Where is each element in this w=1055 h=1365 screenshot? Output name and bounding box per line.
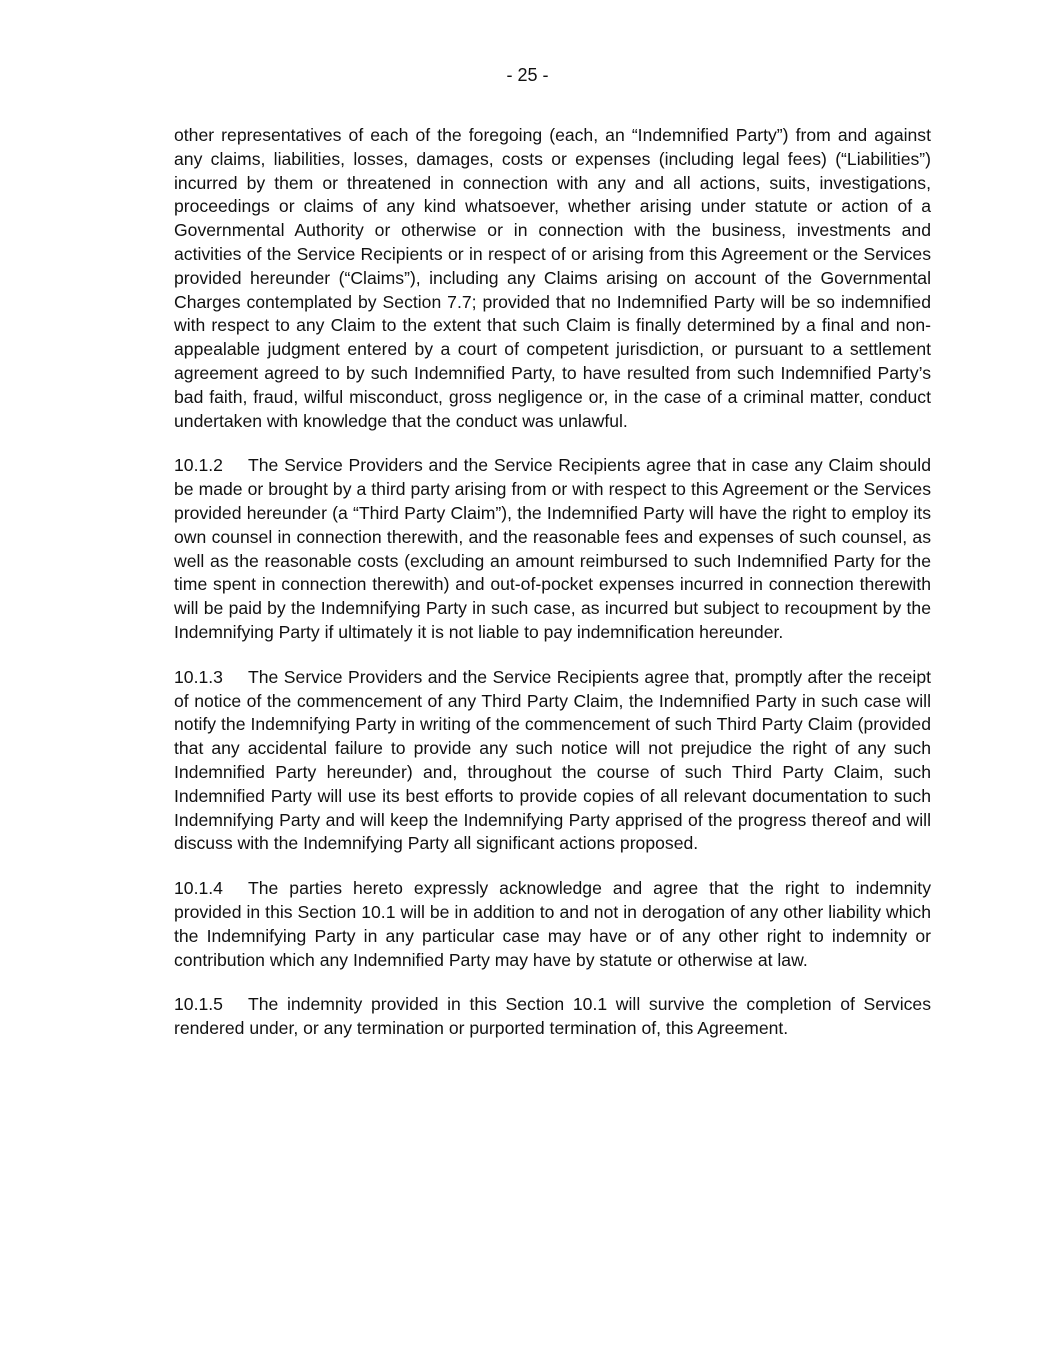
paragraph-text: The Service Providers and the Service Recipients agree that in case any Claim should be made or brought by a third party arising from or with respect to this Agreement or the Services provided hereunder (a “Third Party Claim”), the Indemnified Party will have the right to employ its own counsel in connection therewith, and the reasonable fees and expenses of such counsel, as well as the reasonable costs (excluding an amount reimbursed to such Indemnified Party for the time spent in connection therewith) and out-of-pocket expenses incurred in connection therewith will be paid by the Indemnifying Party in such case, as incurred but subject to recoupment by the Indemnifying Party if ultimately it is not liable to pay indemnification hereunder. — [174, 455, 931, 642]
paragraph-text: The indemnity provided in this Section 10.1 will survive the completion of Services rendered under, or any termination or purported termination of, this Agreement. — [174, 994, 931, 1039]
paragraph-10-1-3 — [174, 666, 931, 856]
paragraph-text: The Service Providers and the Service Recipients agree that, promptly after the receipt of notice of the commencement of any Third Party Claim, the Indemnified Party in such case will notify the Indemnifying Party in writing of the commencement of such Third Party Claim (provided that any accidental failure to provide any such notice will not prejudice the right of any such Indemnified Party hereunder) and, throughout the course of such Third Party Claim, such Indemnified Party will use its best efforts to provide copies of all relevant documentation to such Indemnifying Party and will keep the Indemnifying Party apprised of the progress thereof and will discuss with the Indemnifying Party all significant actions proposed. — [174, 666, 931, 854]
document-body — [174, 124, 931, 1062]
paragraph-text: The parties hereto expressly acknowledge and agree that the right to indemnity provided in this Section 10.1 will be in addition to and not in derogation of any other liability which the Indemnifying Party in any particular case may have or of any other right to indemnity or contribution which any Indemnified Party may have by statute or otherwise at law. — [174, 878, 931, 970]
section-number: 10.1.3 — [174, 666, 223, 687]
section-number: 10.1.4 — [174, 878, 223, 899]
paragraph-10-1-2 — [174, 454, 931, 644]
paragraph-continuation — [174, 124, 931, 433]
section-number: 10.1.2 — [174, 455, 223, 476]
paragraph-10-1-5 — [174, 993, 931, 1041]
page-number: - 25 - — [506, 65, 549, 85]
paragraph-text: other representatives of each of the foregoing (each, an “Indemnified Party”) from and against any claims, liabilities, losses, damages, costs or expenses (including legal fees) (“Liabilities”) incurred by them or threatened in connection with any and all actions, suits, investigations, proceedings or claims of any kind whatsoever, whether arising under statute or action of a Governmental Authority or otherwise or in connection with the business, investments and activities of the Service Recipients or in respect of or arising from this Agreement or the Services provided hereunder (“Claims”), including any Claims arising on account of the Governmental Charges contemplated by Section 7.7; provided that no Indemnified Party will be so indemnified with respect to any Claim to the extent that such Claim is finally determined by a final and non-appealable judgment entered by a court of competent jurisdiction, or pursuant to a settlement agreement agreed to by such Indemnified Party, to have resulted from such Indemnified Party’s bad faith, fraud, wilful misconduct, gross negligence or, in the case of a criminal matter, conduct undertaken with knowledge that the conduct was unlawful. — [174, 125, 931, 431]
paragraph-10-1-4 — [174, 877, 931, 972]
section-number: 10.1.5 — [174, 994, 223, 1015]
